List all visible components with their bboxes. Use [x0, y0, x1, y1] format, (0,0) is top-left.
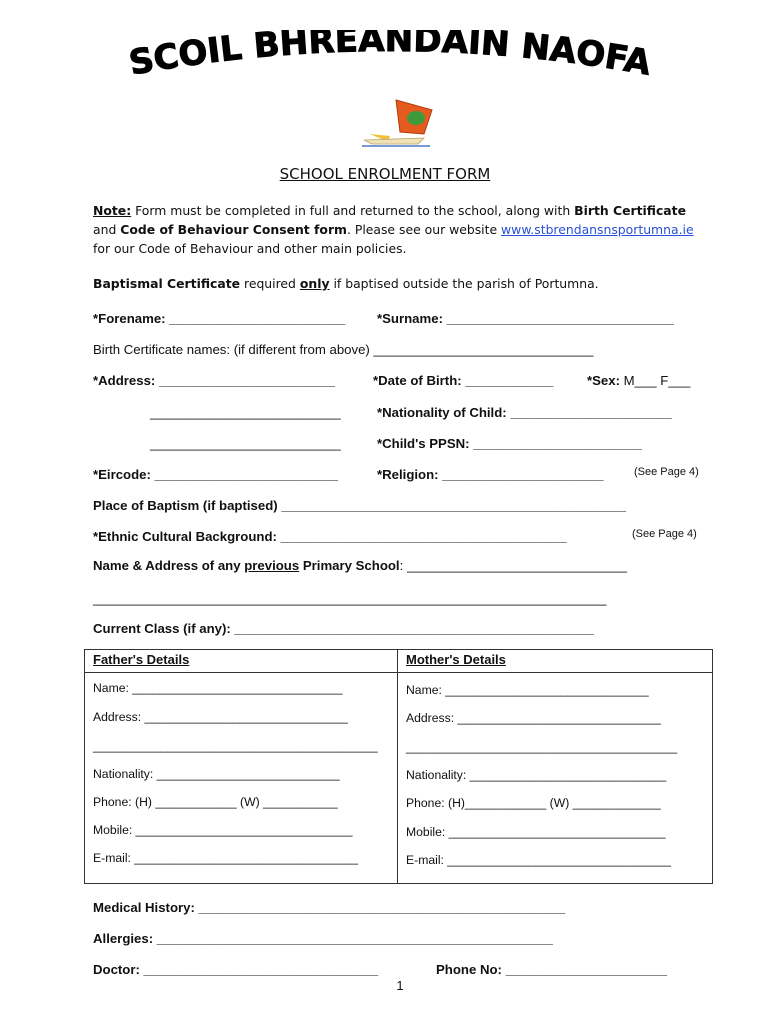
mother-heading: Mother's Details [406, 652, 506, 667]
mother-mobile-field[interactable]: Mobile: ________________________________ [406, 825, 666, 839]
father-name-field[interactable]: Name: _______________________________ [93, 681, 343, 695]
mother-nationality-field[interactable]: Nationality: _____________________________ [406, 768, 667, 782]
see-page-note: (See Page 4) [634, 466, 699, 478]
previous-school-label: Name & Address of any [93, 558, 245, 573]
forename-field[interactable]: *Forename: ________________________ [93, 311, 346, 326]
note-text: . Please see our website [346, 222, 502, 237]
address-line3-field[interactable]: __________________________ [150, 436, 341, 451]
school-name-title [90, 30, 690, 90]
page-number: 1 [396, 978, 404, 993]
previous-emphasis: previous [244, 558, 300, 573]
baptismal-note [93, 276, 599, 291]
note-paragraph [93, 201, 694, 258]
school-logo [360, 96, 440, 148]
note-text: and [93, 222, 121, 237]
mother-address-field[interactable]: Address: ______________________________ [406, 711, 661, 725]
medical-history-field[interactable]: Medical History: __________________________________________________ [93, 900, 566, 915]
code-form-text: Code of Behaviour Consent form [120, 222, 347, 237]
previous-school-line2[interactable]: ______________________________________________________________________ [93, 591, 607, 606]
website-link[interactable]: www.stbrendansnsportumna.ie [501, 222, 694, 237]
svg-text:SCOIL BHREANDÁIN NAOFA [126, 30, 654, 84]
note-text: for our Code of Behaviour and other main policies. [93, 241, 407, 256]
nationality-field[interactable]: *Nationality of Child: ______________________ [377, 405, 672, 420]
address-line2-field[interactable]: __________________________ [150, 405, 341, 420]
parents-divider [397, 649, 398, 884]
mother-name-field[interactable]: Name: ______________________________ [406, 683, 649, 697]
only-emphasis: only [299, 276, 330, 291]
see-page-note: (See Page 4) [632, 528, 697, 540]
address-field[interactable]: *Address: ________________________ [93, 373, 335, 388]
mother-phone-field[interactable]: Phone: (H)____________ (W) _____________ [406, 796, 661, 810]
father-nationality-field[interactable]: Nationality: ___________________________ [93, 767, 340, 781]
previous-school-blank[interactable]: : ______________________________ [399, 558, 627, 573]
surname-field[interactable]: *Surname: _______________________________ [377, 311, 674, 326]
sex-field[interactable] [587, 373, 690, 388]
baptismal-label: Baptismal Certificate [93, 276, 241, 291]
note-label: Note: [93, 203, 132, 218]
current-class-field[interactable]: Current Class (if any): _________________________________________________ [93, 621, 594, 636]
allergies-field[interactable]: Allergies: ______________________________________________________ [93, 931, 553, 946]
sex-label: *Sex: [587, 373, 624, 388]
father-phone-field[interactable]: Phone: (H) ____________ (W) ___________ [93, 795, 338, 809]
school-name-text: SCOIL BHREANDÁIN NAOFA [126, 30, 654, 84]
mother-email-field[interactable]: E-mail: _________________________________ [406, 853, 671, 867]
doctor-field[interactable]: Doctor: ________________________________ [93, 962, 379, 977]
school-name-graphic [90, 30, 690, 90]
father-email-field[interactable]: E-mail: _________________________________ [93, 851, 358, 865]
father-address-field[interactable]: Address: ______________________________ [93, 710, 348, 724]
ppsn-field[interactable]: *Child's PPSN: _______________________ [377, 436, 642, 451]
note-text: Form must be completed in full and returned to the school, along with [131, 203, 575, 218]
birth-cert-names-field[interactable]: Birth Certificate names: (if different from above) ______________________________ [93, 342, 594, 357]
previous-school-label: Primary School [299, 558, 400, 573]
father-mobile-field[interactable]: Mobile: ________________________________ [93, 823, 353, 837]
sex-options[interactable]: M___ F___ [623, 373, 691, 388]
religion-field[interactable]: *Religion: ______________________ [377, 467, 604, 482]
birth-cert-text: Birth Certificate [574, 203, 686, 218]
place-of-baptism-field[interactable]: Place of Baptism (if baptised) _______________________________________________ [93, 498, 627, 513]
doctor-phone-field[interactable]: Phone No: ______________________ [436, 962, 667, 977]
father-heading: Father's Details [93, 652, 190, 667]
father-address-line2[interactable]: __________________________________________ [93, 739, 378, 753]
baptismal-text: required [240, 276, 300, 291]
mother-address-line2[interactable]: ________________________________________ [406, 740, 678, 754]
form-title: SCHOOL ENROLMENT FORM [279, 165, 491, 183]
baptismal-text: if baptised outside the parish of Portumna. [329, 276, 599, 291]
dob-field[interactable]: *Date of Birth: ____________ [373, 373, 554, 388]
parents-header-rule [85, 672, 713, 673]
ethnic-background-field[interactable]: *Ethnic Cultural Background: _______________________________________ [93, 529, 567, 544]
eircode-field[interactable]: *Eircode: _________________________ [93, 467, 338, 482]
previous-school-field[interactable] [93, 558, 627, 573]
